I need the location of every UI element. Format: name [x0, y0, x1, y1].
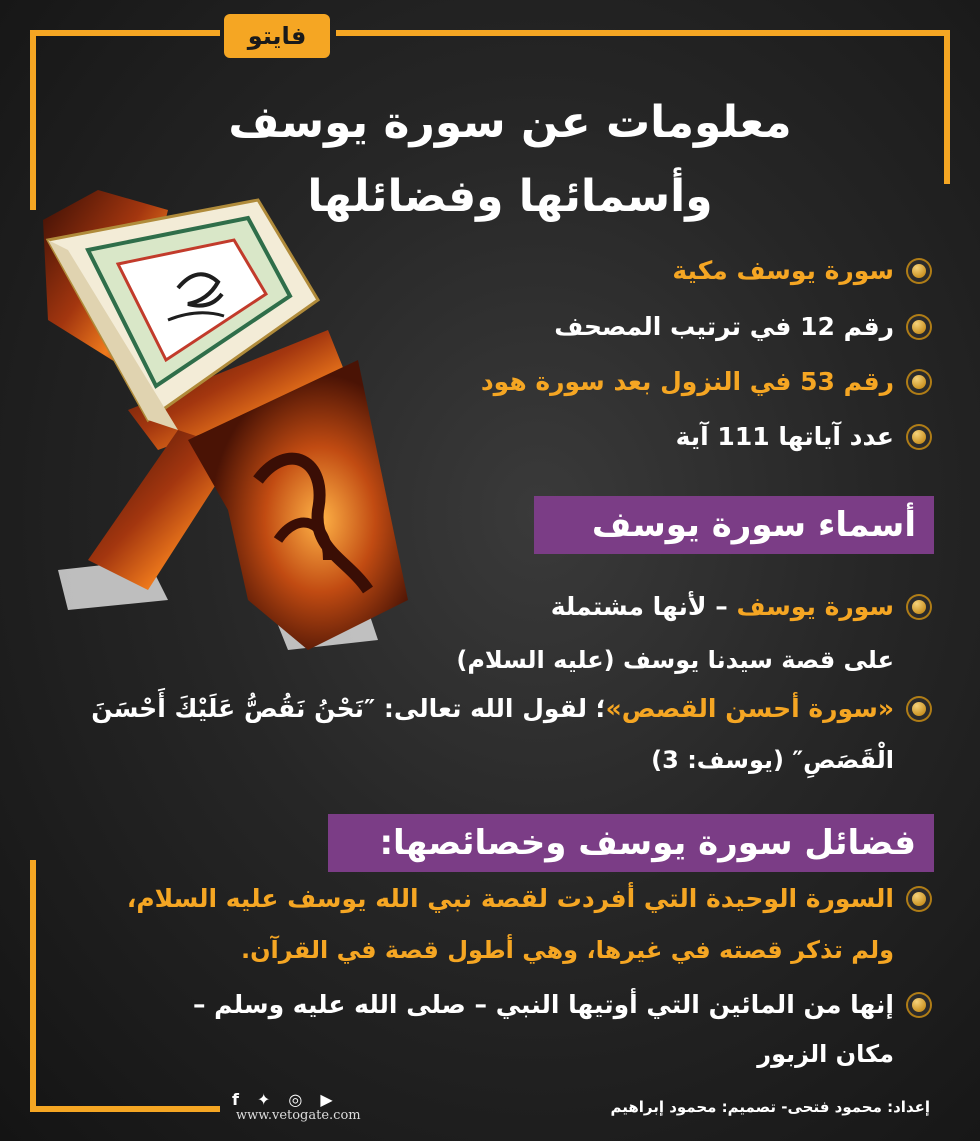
- frame-right-line: [944, 30, 950, 184]
- virtue-text: إنها من المائين التي أوتيها النبي – صلى الله عليه وسلم –: [192, 990, 894, 1019]
- bullet-icon: [908, 260, 930, 282]
- website-url[interactable]: www.vetogate.com: [236, 1108, 361, 1123]
- frame-bottom-left-vertical: [30, 860, 36, 1110]
- fact-item-3: [481, 367, 930, 396]
- frame-top-line-right: [336, 30, 950, 36]
- brand-logo: فايتو: [224, 14, 330, 58]
- name-item-1: [551, 592, 930, 621]
- name-rest: – لأنها مشتملة: [550, 592, 737, 621]
- instagram-icon[interactable]: ◎: [288, 1090, 303, 1109]
- twitter-icon[interactable]: ✦: [256, 1090, 271, 1109]
- virtues-heading-text: فضائل سورة يوسف وخصائصها:: [379, 823, 916, 863]
- virtue-item-2: [193, 990, 930, 1019]
- bullet-icon: [908, 994, 930, 1016]
- youtube-icon[interactable]: ▶: [320, 1090, 333, 1109]
- fact-item-4: [676, 422, 930, 451]
- name-rest: ؛ لقول الله تعالى: ″نَحْنُ نَقُصُّ عَلَيْكَ أَحْسَنَ: [91, 694, 606, 723]
- social-links: [232, 1090, 333, 1109]
- title-line-2: وأسمائها وفضائلها: [307, 171, 713, 222]
- name-highlight: سورة يوسف: [736, 592, 894, 621]
- fact-text: سورة يوسف مكية: [672, 256, 894, 285]
- fact-text: رقم 12 في ترتيب المصحف: [554, 312, 894, 341]
- virtues-section-heading: [328, 814, 934, 872]
- title-line-1: معلومات عن سورة يوسف: [228, 97, 792, 148]
- virtue-item-1: [127, 884, 930, 913]
- fact-text: رقم 53 في النزول بعد سورة هود: [480, 367, 894, 396]
- fact-text: عدد آياتها 111 آية: [675, 422, 894, 451]
- names-heading-text: أسماء سورة يوسف: [591, 505, 916, 545]
- facebook-icon[interactable]: f: [232, 1090, 239, 1109]
- bullet-icon: [908, 888, 930, 910]
- names-section-heading: [534, 496, 934, 554]
- bullet-icon: [908, 698, 930, 720]
- virtue-text: السورة الوحيدة التي أفردت لقصة نبي الله يوسف عليه السلام،: [126, 884, 894, 913]
- bullet-icon: [908, 371, 930, 393]
- name-item-2: [91, 694, 930, 723]
- name-item-2-line-2: الْقَصَصِ″ (يوسف: 3): [651, 746, 894, 774]
- credits: إعداد: محمود فتحى- تصميم: محمود إبراهيم: [610, 1098, 930, 1116]
- virtue-item-2-line-2: مكان الزبور: [757, 1040, 894, 1068]
- fact-item-1: [672, 256, 930, 285]
- name-item-1-line-2: على قصة سيدنا يوسف (عليه السلام): [456, 646, 894, 674]
- quran-stand-illustration: [28, 180, 468, 680]
- fact-item-2: [554, 312, 930, 341]
- bullet-icon: [908, 426, 930, 448]
- name-highlight: «سورة أحسن القصص»: [605, 694, 894, 723]
- frame-bottom-line: [30, 1106, 220, 1112]
- frame-top-line: [30, 30, 220, 36]
- virtue-item-1-line-2: ولم تذكر قصته في غيرها، وهي أطول قصة في القرآن.: [240, 936, 894, 964]
- bullet-icon: [908, 316, 930, 338]
- bullet-icon: [908, 596, 930, 618]
